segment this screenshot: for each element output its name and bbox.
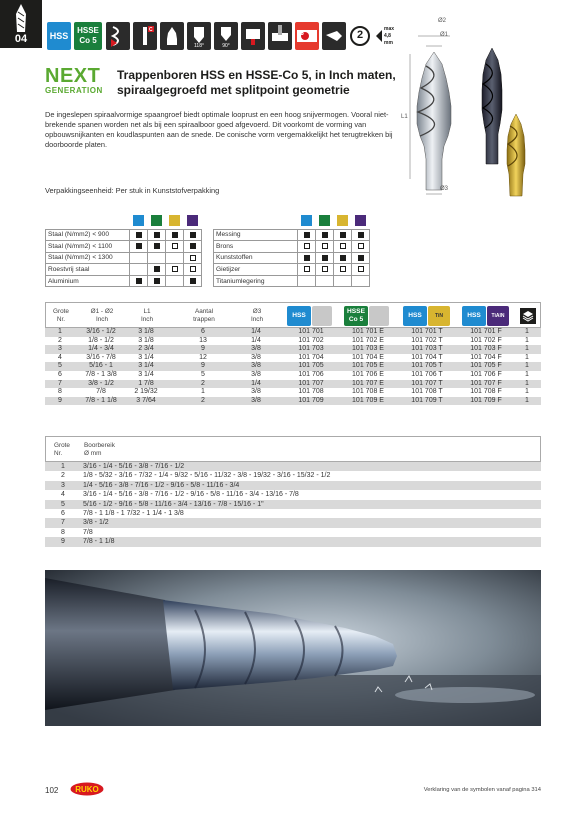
cell-hsse: 101 705 E: [352, 362, 384, 370]
cell-tialn: 101 704 F: [470, 353, 502, 361]
cell-tin: 101 707 T: [411, 379, 443, 387]
product-table: [45, 302, 541, 405]
col-tin-hss-badge: HSS: [403, 306, 427, 326]
shank-icon: [322, 22, 346, 50]
table-row: [45, 354, 541, 363]
material-row: [214, 275, 370, 287]
drill-range-table: [45, 436, 541, 547]
suitable-mark: [136, 232, 142, 238]
three-facet-label: 3: [300, 30, 304, 37]
material-row: [46, 229, 202, 241]
cell-l1: 3 1/4: [138, 370, 154, 378]
coolant-icon: [241, 22, 265, 50]
suitable-mark: [154, 232, 160, 238]
cell-hss: 101 707: [298, 379, 324, 387]
product-description: De ingeslepen spiraalvormige spaangroef biedt optimale looprust en een hoog snijvermogen. Vooral niet-brekende spanen worden net als bij een spiraalboor goed afgevoerd. Dit voorkomt de vorming van opbouwsnijkanten en koudlaspunten aan de snede. De conische vorm vergemakkelijkt het terugtrekken bij doorboorde platen.: [45, 110, 393, 149]
table-row: [45, 509, 541, 518]
cell-tin: 101 703 T: [411, 345, 443, 353]
cell-size: 5: [58, 362, 62, 370]
table-row: [45, 337, 541, 346]
cell-tin: 101 709 T: [411, 396, 443, 404]
conditionally-suitable-mark: [358, 243, 364, 249]
cell-l1: 3 1/4: [138, 362, 154, 370]
cell-size: 2: [61, 472, 65, 480]
material-row: [46, 264, 202, 276]
cell-d3: 3/8: [251, 388, 261, 396]
cell-qty: 1: [525, 328, 529, 335]
cell-tin: 101 702 T: [411, 336, 443, 344]
hss-swatch: [133, 215, 144, 226]
cell-tialn: 101 703 F: [470, 345, 502, 353]
cell-steps: 12: [199, 353, 207, 361]
col-range-line1: Boorbereik: [84, 442, 115, 449]
cell-qty: 1: [525, 379, 529, 387]
conditionally-suitable-mark: [172, 266, 178, 272]
max-thickness-line2: 4,8 mm: [384, 33, 393, 46]
page-title: [117, 68, 407, 98]
drill-range-header: [45, 436, 541, 462]
col-diameter-line2: Inch: [95, 316, 109, 323]
col-hsse-line2: Co 5: [348, 316, 364, 323]
suitable-mark: [358, 255, 364, 261]
angle-118-icon: [187, 22, 211, 50]
cell-size: 8: [58, 388, 62, 396]
col-tin-badge: TiN: [428, 306, 450, 326]
material-label: Roestvrij staal: [46, 264, 130, 276]
material-row: [46, 252, 202, 264]
cell-d12: 7/8 - 1 1/8: [85, 396, 117, 404]
cell-size: 3: [58, 345, 62, 353]
max-thickness-line1: max: [384, 26, 395, 32]
col-range-size-line2: Nr.: [54, 450, 63, 457]
conditionally-suitable-mark: [190, 266, 196, 272]
col-size-line1: Grote: [53, 308, 69, 315]
ruko-logo: [70, 782, 104, 796]
col-range-line2: Ø mm: [84, 450, 102, 457]
cell-size: 4: [58, 353, 62, 361]
three-facet-icon: [295, 22, 319, 50]
hsse-symbol-line1: HSSE: [77, 26, 99, 35]
cell-hss: 101 704: [298, 353, 324, 361]
cell-tin: 101 706 T: [411, 370, 443, 378]
table-row: [45, 362, 541, 371]
cell-range: 1/4 - 5/16 - 3/8 - 7/16 - 1/2 - 9/16 - 5/8 - 11/16 - 3/4: [83, 481, 240, 489]
dim-label-d2: Ø2: [438, 18, 447, 24]
cell-tialn: 101 702 F: [470, 336, 502, 344]
cell-tialn: 101 707 F: [470, 379, 502, 387]
product-table-body: [45, 328, 541, 405]
conditionally-suitable-mark: [190, 255, 196, 261]
col-size-line2: Nr.: [56, 316, 66, 323]
package-quantity-icon: [520, 308, 536, 324]
col-hss-badge: HSS: [287, 306, 311, 326]
suitable-mark: [340, 255, 346, 261]
hsse-swatch: [151, 215, 162, 226]
table-row: [45, 471, 541, 480]
cell-hss: 101 705: [298, 362, 324, 370]
suitable-mark: [190, 243, 196, 249]
cell-size: 9: [58, 396, 62, 404]
table-row: [45, 537, 541, 546]
suitable-mark: [136, 278, 142, 284]
material-row: [214, 252, 370, 264]
cell-range: 7/8 - 1 1/8 - 1 7/32 - 1 1/4 - 1 3/8: [83, 509, 184, 517]
cell-steps: 1: [201, 388, 205, 396]
page-title-line2: spiraalgegroefd met splitpoint geometrie: [117, 83, 350, 97]
cell-d3: 1/4: [251, 328, 261, 335]
suitable-mark: [154, 243, 160, 249]
cell-size: 2: [58, 336, 62, 344]
suitable-mark: [358, 232, 364, 238]
material-row: [214, 264, 370, 276]
tin-swatch: [337, 215, 348, 226]
cell-tin: 101 708 T: [411, 388, 443, 396]
cell-l1: 3 1/4: [138, 353, 154, 361]
cell-qty: 1: [525, 370, 529, 378]
dim-label-l1: L1: [401, 114, 408, 120]
cell-qty: 1: [525, 345, 529, 353]
cell-tialn: 101 709 F: [470, 396, 502, 404]
cell-d3: 1/4: [251, 379, 261, 387]
conditionally-suitable-mark: [358, 266, 364, 272]
suitable-mark: [190, 278, 196, 284]
cell-d3: 3/8: [251, 362, 261, 370]
col-hss-coating-swatch: [312, 306, 332, 326]
cell-qty: 1: [525, 362, 529, 370]
cell-steps: 5: [201, 370, 205, 378]
packaging-unit: Verpakkingseenheid: Per stuk in Kunststofverpakking: [45, 186, 220, 195]
cell-range: 7/8 - 1 1/8: [83, 538, 115, 546]
col-shank-line1: Ø3: [252, 308, 262, 315]
chapter-tab: [0, 0, 42, 48]
col-length-line1: L1: [143, 308, 151, 315]
material-row: [46, 241, 202, 253]
cell-hss: 101 706: [298, 370, 324, 378]
chapter-number: 04: [14, 33, 28, 45]
hsse-symbol-line2: Co 5: [79, 36, 97, 45]
material-label: Kunststoffen: [214, 252, 298, 264]
material-label: Staal (N/mm2) < 900: [46, 229, 130, 241]
cell-d3: 1/4: [251, 336, 261, 344]
material-row: [46, 275, 202, 287]
material-table-header: [214, 213, 370, 229]
suitable-mark: [322, 255, 328, 261]
material-label: Staal (N/mm2) < 1300: [46, 252, 130, 264]
col-hsse-coating-swatch: [369, 306, 389, 326]
cell-d3: 3/8: [251, 370, 261, 378]
cell-size: 4: [61, 491, 65, 499]
drill-bit-icon: [14, 4, 28, 32]
table-row: [45, 371, 541, 380]
cell-tin: 101 701 T: [411, 328, 443, 335]
material-label: Aluminium: [46, 275, 130, 287]
drill-range-body: [45, 462, 541, 547]
page-number: 102: [45, 786, 59, 795]
cell-hss: 101 701: [298, 328, 324, 335]
cell-size: 8: [61, 528, 65, 536]
table-row: [45, 328, 541, 337]
suitable-mark: [322, 232, 328, 238]
conditionally-suitable-mark: [340, 266, 346, 272]
cell-qty: 1: [525, 388, 529, 396]
col-range-size-line1: Grote: [54, 442, 70, 449]
hsse-symbol: [74, 22, 102, 50]
suitable-mark: [172, 232, 178, 238]
cell-hsse: 101 704 E: [352, 353, 384, 361]
cell-hss: 101 709: [298, 396, 324, 404]
col-tialn-badge: TiAlN: [487, 306, 509, 326]
conditionally-suitable-mark: [322, 243, 328, 249]
cell-d12: 3/8 - 1/2: [88, 379, 114, 387]
conditionally-suitable-mark: [304, 243, 310, 249]
spiral-flute-icon: [106, 22, 130, 50]
cell-d3: 3/8: [251, 353, 261, 361]
cell-d3: 3/8: [251, 396, 261, 404]
cell-range: 1/8 - 5/32 - 3/16 - 7/32 - 1/4 - 9/32 - 5/16 - 11/32 - 3/8 - 19/32 - 3/16 - 15/32 - 1/2: [83, 472, 331, 480]
generation-logo-text: GENERATION: [45, 86, 103, 95]
cell-range: 7/8: [83, 528, 93, 536]
cell-hsse: 101 708 E: [352, 388, 384, 396]
table-row: [45, 380, 541, 389]
tin-swatch: [169, 215, 180, 226]
step-drill-icon: [160, 22, 184, 50]
table-row: [45, 528, 541, 537]
cell-hsse: 101 701 E: [352, 328, 384, 335]
table-row: [45, 518, 541, 527]
hsse-swatch: [319, 215, 330, 226]
cell-size: 7: [58, 379, 62, 387]
hss-symbol: HSS: [47, 22, 71, 50]
angle-118-label: 118°: [194, 43, 204, 49]
cell-range: 3/16 - 1/4 - 5/16 - 3/8 - 7/16 - 1/2: [83, 463, 185, 470]
tialn-swatch: [187, 215, 198, 226]
symbol-reference-note: Verklaring van de symbolen vanaf pagina 314: [423, 787, 541, 793]
col-hsse-line1: HSSE: [347, 308, 365, 315]
material-label: Brons: [214, 241, 298, 253]
cell-hss: 101 703: [298, 345, 324, 353]
suitable-mark: [340, 232, 346, 238]
cell-steps: 6: [201, 328, 205, 335]
cell-size: 6: [61, 509, 65, 517]
conditionally-suitable-mark: [322, 266, 328, 272]
cell-size: 9: [61, 538, 65, 546]
cell-d12: 5/16 - 1: [89, 362, 113, 370]
cell-tialn: 101 708 F: [470, 388, 502, 396]
cell-hsse: 101 707 E: [352, 379, 384, 387]
angle-90-icon: [214, 22, 238, 50]
cell-steps: 9: [201, 345, 205, 353]
col-hsse-badge: [344, 306, 368, 326]
material-label: Titaniumlegering: [214, 275, 298, 287]
suitable-mark: [154, 266, 160, 272]
cell-l1: 2 19/32: [134, 388, 158, 396]
cell-qty: 1: [525, 396, 529, 404]
table-row: [45, 500, 541, 509]
material-table-left: [45, 213, 202, 287]
cell-d12: 3/16 - 1/2: [86, 328, 116, 335]
material-table-header: [46, 213, 202, 229]
cell-size: 1: [58, 328, 62, 335]
table-row: [45, 345, 541, 354]
cell-steps: 2: [201, 396, 205, 404]
cell-size: 7: [61, 519, 65, 527]
dim-label-d1: Ø1: [440, 32, 449, 38]
cell-d12: 7/8 - 1 3/8: [85, 370, 117, 378]
cell-hss: 101 708: [298, 388, 324, 396]
cell-qty: 1: [525, 353, 529, 361]
dim-label-d3: Ø3: [440, 186, 449, 192]
table-row: [45, 462, 541, 471]
right-hand-cut-icon: [133, 22, 157, 50]
angle-90-label: 90°: [222, 43, 230, 49]
cell-tialn: 101 701 F: [470, 328, 502, 335]
svg-text:C: C: [149, 27, 153, 33]
table-row: [45, 490, 541, 499]
conditionally-suitable-mark: [340, 243, 346, 249]
col-diameter-line1: Ø1 - Ø2: [90, 308, 114, 315]
cell-l1: 3 7/64: [136, 396, 156, 404]
cell-d12: 3/16 - 7/8: [86, 353, 116, 361]
cell-qty: 1: [525, 336, 529, 344]
suitable-mark: [304, 255, 310, 261]
cell-d12: 1/4 - 3/4: [88, 345, 114, 353]
table-row: [45, 397, 541, 406]
cell-hsse: 101 702 E: [352, 336, 384, 344]
material-label: Messing: [214, 229, 298, 241]
col-shank-line2: Inch: [250, 316, 264, 323]
application-photo: [45, 570, 541, 726]
step-drill-illustration: [388, 14, 538, 199]
cell-d12: 1/8 - 1/2: [88, 336, 114, 344]
cell-tialn: 101 706 F: [470, 370, 502, 378]
cell-l1: 2 3/4: [138, 345, 154, 353]
table-row: [45, 388, 541, 397]
suitable-mark: [136, 243, 142, 249]
cell-l1: 3 1/8: [138, 336, 154, 344]
cell-steps: 2: [201, 379, 205, 387]
cell-l1: 1 7/8: [138, 379, 154, 387]
conditionally-suitable-mark: [172, 243, 178, 249]
product-table-header: [45, 302, 541, 328]
suitable-mark: [304, 232, 310, 238]
cell-tin: 101 704 T: [411, 353, 443, 361]
conditionally-suitable-mark: [304, 266, 310, 272]
col-length-line2: Inch: [140, 316, 154, 323]
cell-d12: 7/8: [96, 388, 106, 396]
next-logo-text: NEXT: [45, 65, 101, 87]
ruko-logo-text: RUKO: [75, 785, 99, 794]
cell-size: 5: [61, 500, 65, 508]
hss-swatch: [301, 215, 312, 226]
cell-hsse: 101 709 E: [352, 396, 384, 404]
col-steps-line1: Aantal: [194, 308, 214, 315]
cell-hsse: 101 706 E: [352, 370, 384, 378]
cell-range: 3/16 - 1/4 - 5/16 - 3/8 - 7/16 - 1/2 - 9/16 - 5/8 - 11/16 - 3/4 - 13/16 - 7/8: [83, 491, 299, 499]
cell-tin: 101 705 T: [411, 362, 443, 370]
tialn-swatch: [355, 215, 366, 226]
two-flute-label: 2: [356, 29, 364, 41]
page-title-line1: Trappenboren HSS en HSSE-Co 5, in Inch maten,: [117, 68, 396, 82]
cell-range: 3/8 - 1/2: [83, 519, 109, 527]
material-label: Staal (N/mm2) < 1100: [46, 241, 130, 253]
cell-hss: 101 702: [298, 336, 324, 344]
col-steps-line2: trappen: [193, 316, 215, 323]
suitable-mark: [154, 278, 160, 284]
suitable-mark: [190, 232, 196, 238]
cell-steps: 9: [201, 362, 205, 370]
material-label: Gietijzer: [214, 264, 298, 276]
col-tialn-hss-badge: HSS: [462, 306, 486, 326]
drilling-material-icon: [268, 22, 292, 50]
table-row: [45, 481, 541, 490]
cell-size: 6: [58, 370, 62, 378]
cell-tialn: 101 705 F: [470, 362, 502, 370]
material-row: [214, 241, 370, 253]
cell-hsse: 101 703 E: [352, 345, 384, 353]
two-flute-icon: [349, 22, 371, 50]
cell-l1: 3 1/8: [138, 328, 154, 335]
material-row: [214, 229, 370, 241]
cell-size: 1: [61, 463, 65, 470]
cell-range: 5/16 - 1/2 - 9/16 - 5/8 - 11/16 - 3/4 - 13/16 - 7/8 - 15/16 - 1": [83, 500, 264, 508]
material-table-right: [213, 213, 370, 287]
cell-size: 3: [61, 481, 65, 489]
cell-steps: 13: [199, 336, 207, 344]
cell-d3: 3/8: [251, 345, 261, 353]
